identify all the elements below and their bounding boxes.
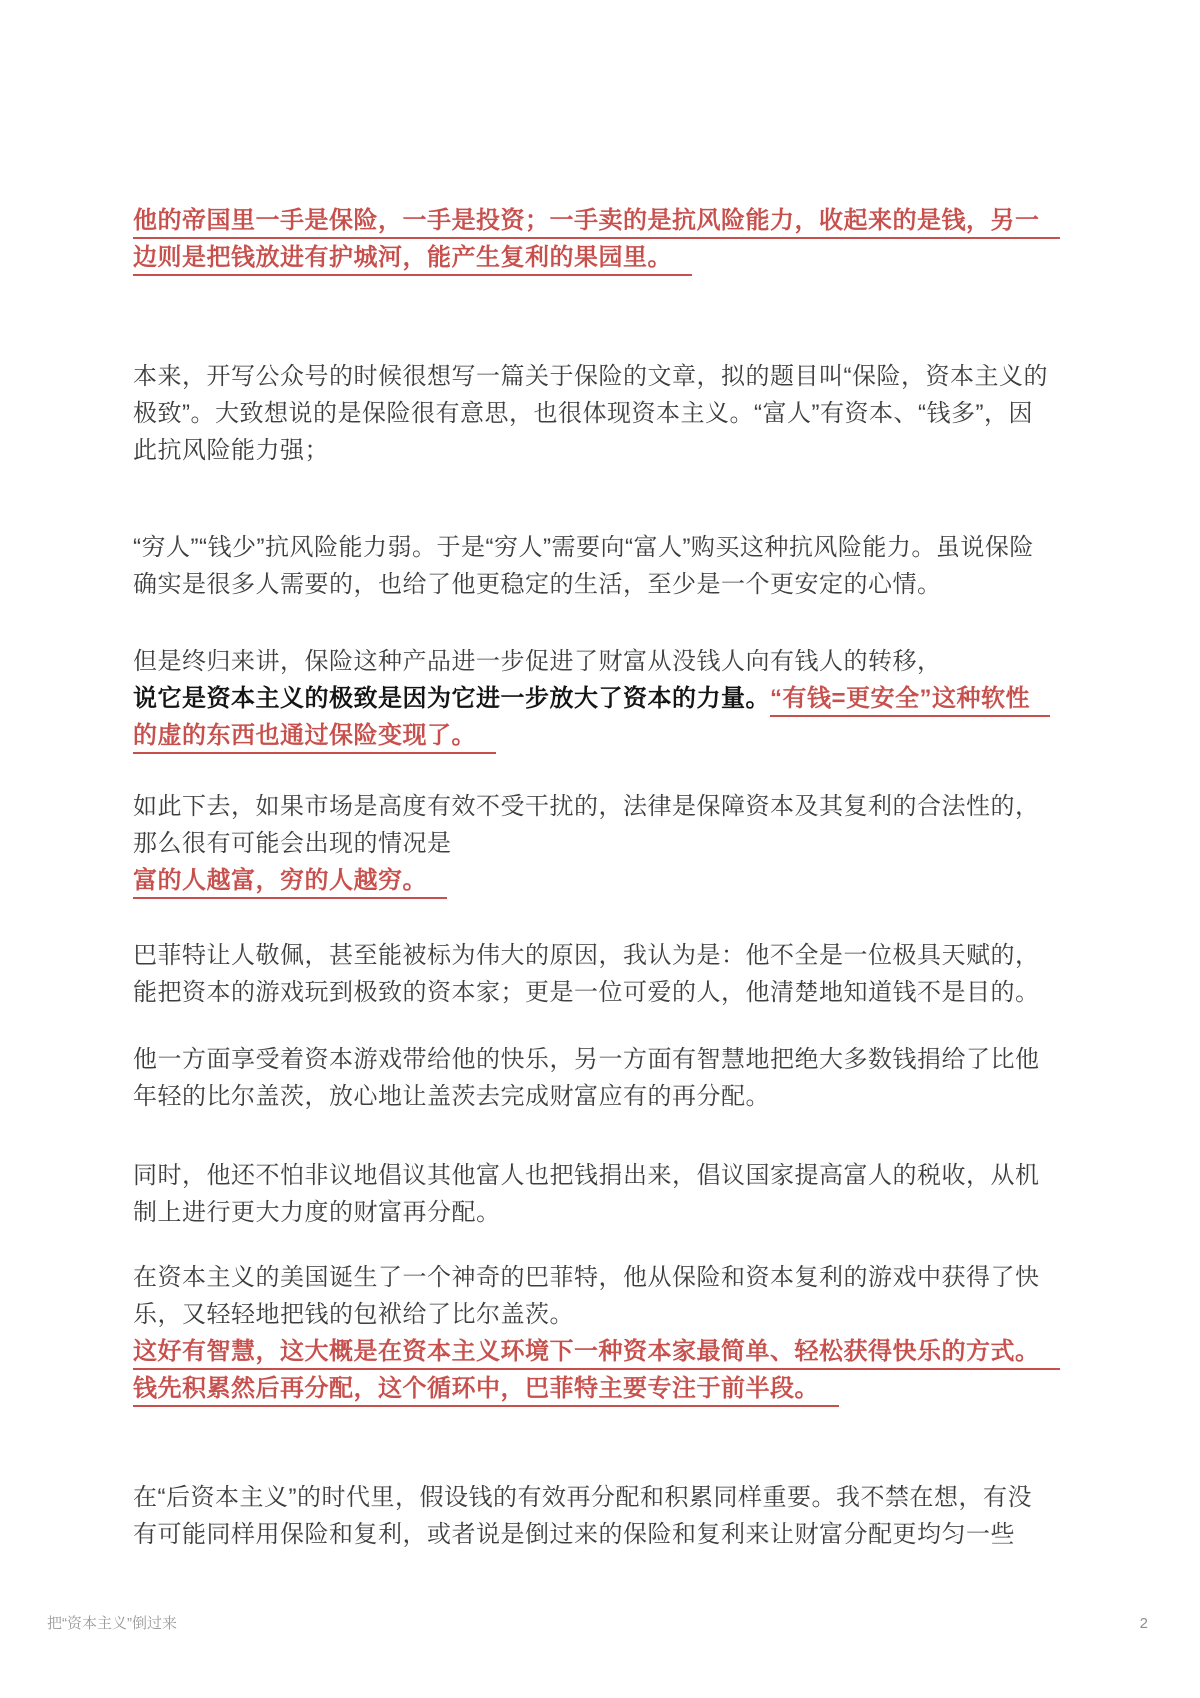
body-text: 此抗风险能力强； — [133, 437, 329, 464]
text-line — [133, 937, 1073, 974]
emphasis-text: 说它是资本主义的极致是因为它进一步放大了资本的力量。 — [133, 685, 770, 712]
body-text: 如此下去，如果市场是高度有效不受干扰的，法律是保障资本及其复利的合法性的， — [133, 793, 1040, 820]
text-line — [133, 1333, 1073, 1370]
body-text: 在资本主义的美国诞生了一个神奇的巴菲特，他从保险和资本复利的游戏中获得了快 — [133, 1264, 1040, 1291]
text-line — [133, 358, 1073, 395]
highlighted-text: 钱先积累然后再分配，这个循环中，巴菲特主要专注于前半段。 — [133, 1375, 839, 1407]
body-text: 制上进行更大力度的财富再分配。 — [133, 1199, 501, 1226]
text-line — [133, 1259, 1073, 1296]
body-text: 年轻的比尔盖茨，放心地让盖茨去完成财富应有的再分配。 — [133, 1083, 770, 1110]
text-line — [133, 1479, 1073, 1516]
article-body — [133, 202, 1073, 1593]
text-line — [133, 1041, 1073, 1078]
paragraph-8 — [133, 1157, 1073, 1231]
text-line — [133, 1194, 1073, 1231]
text-line — [133, 1296, 1073, 1333]
text-line — [133, 202, 1073, 239]
body-text: 极致”。大致想说的是保险很有意思，也很体现资本主义。“富人”有资本、“钱多”，因 — [133, 400, 1033, 427]
text-line — [133, 1370, 1073, 1407]
text-line — [133, 566, 1073, 603]
body-text: 巴菲特让人敬佩，甚至能被标为伟大的原因，我认为是：他不全是一位极具天赋的， — [133, 942, 1040, 969]
text-line — [133, 395, 1073, 432]
text-line — [133, 974, 1073, 1011]
body-text: 他一方面享受着资本游戏带给他的快乐，另一方面有智慧地把绝大多数钱捐给了比他 — [133, 1046, 1040, 1073]
paragraph-4 — [133, 643, 1073, 754]
body-text: “穷人”“钱少”抗风险能力弱。于是“穷人”需要向“富人”购买这种抗风险能力。虽说保险 — [133, 534, 1034, 561]
text-line — [133, 239, 1073, 276]
text-line — [133, 825, 1073, 862]
page-footer — [47, 1612, 1148, 1633]
text-line — [133, 432, 1073, 469]
text-line — [133, 1157, 1073, 1194]
body-text: 那么很有可能会出现的情况是 — [133, 830, 452, 857]
body-text: 本来，开写公众号的时候很想写一篇关于保险的文章，拟的题目叫“保险，资本主义的 — [133, 363, 1048, 390]
paragraph-10 — [133, 1479, 1073, 1553]
text-line — [133, 1516, 1073, 1553]
paragraph-5 — [133, 788, 1073, 899]
highlighted-text: “有钱=更安全”这种软性 — [770, 685, 1050, 717]
paragraph-6 — [133, 937, 1073, 1011]
paragraph-1 — [133, 202, 1073, 276]
body-text: 确实是很多人需要的，也给了他更稳定的生活，至少是一个更安定的心情。 — [133, 571, 942, 598]
paragraph-2 — [133, 358, 1073, 469]
paragraph-3 — [133, 529, 1073, 603]
highlighted-text: 他的帝国里一手是保险，一手是投资；一手卖的是抗风险能力，收起来的是钱，另一 — [133, 207, 1060, 239]
body-text: 但是终归来讲，保险这种产品进一步促进了财富从没钱人向有钱人的转移， — [133, 648, 942, 675]
highlighted-text: 这好有智慧，这大概是在资本主义环境下一种资本家最简单、轻松获得快乐的方式。 — [133, 1338, 1060, 1370]
text-line — [133, 1078, 1073, 1115]
paragraph-9 — [133, 1259, 1073, 1407]
body-text: 乐，又轻轻地把钱的包袱给了比尔盖茨。 — [133, 1301, 574, 1328]
text-line — [133, 529, 1073, 566]
text-line — [133, 862, 1073, 899]
footer-document-title: 把“资本主义”倒过来 — [47, 1615, 177, 1632]
text-line — [133, 680, 1073, 717]
highlighted-text: 富的人越富，穷的人越穷。 — [133, 867, 447, 899]
body-text: 同时，他还不怕非议地倡议其他富人也把钱捐出来，倡议国家提高富人的税收，从机 — [133, 1162, 1040, 1189]
text-line — [133, 643, 1073, 680]
page-number: 2 — [1139, 1615, 1148, 1632]
paragraph-7 — [133, 1041, 1073, 1115]
highlighted-text: 的虚的东西也通过保险变现了。 — [133, 722, 496, 754]
highlighted-text: 边则是把钱放进有护城河，能产生复利的果园里。 — [133, 244, 692, 276]
text-line — [133, 788, 1073, 825]
body-text: 在“后资本主义”的时代里，假设钱的有效再分配和积累同样重要。我不禁在想，有没 — [133, 1484, 1032, 1511]
body-text: 能把资本的游戏玩到极致的资本家；更是一位可爱的人，他清楚地知道钱不是目的。 — [133, 979, 1040, 1006]
body-text: 有可能同样用保险和复利，或者说是倒过来的保险和复利来让财富分配更均匀一些 — [133, 1521, 1015, 1548]
text-line — [133, 717, 1073, 754]
